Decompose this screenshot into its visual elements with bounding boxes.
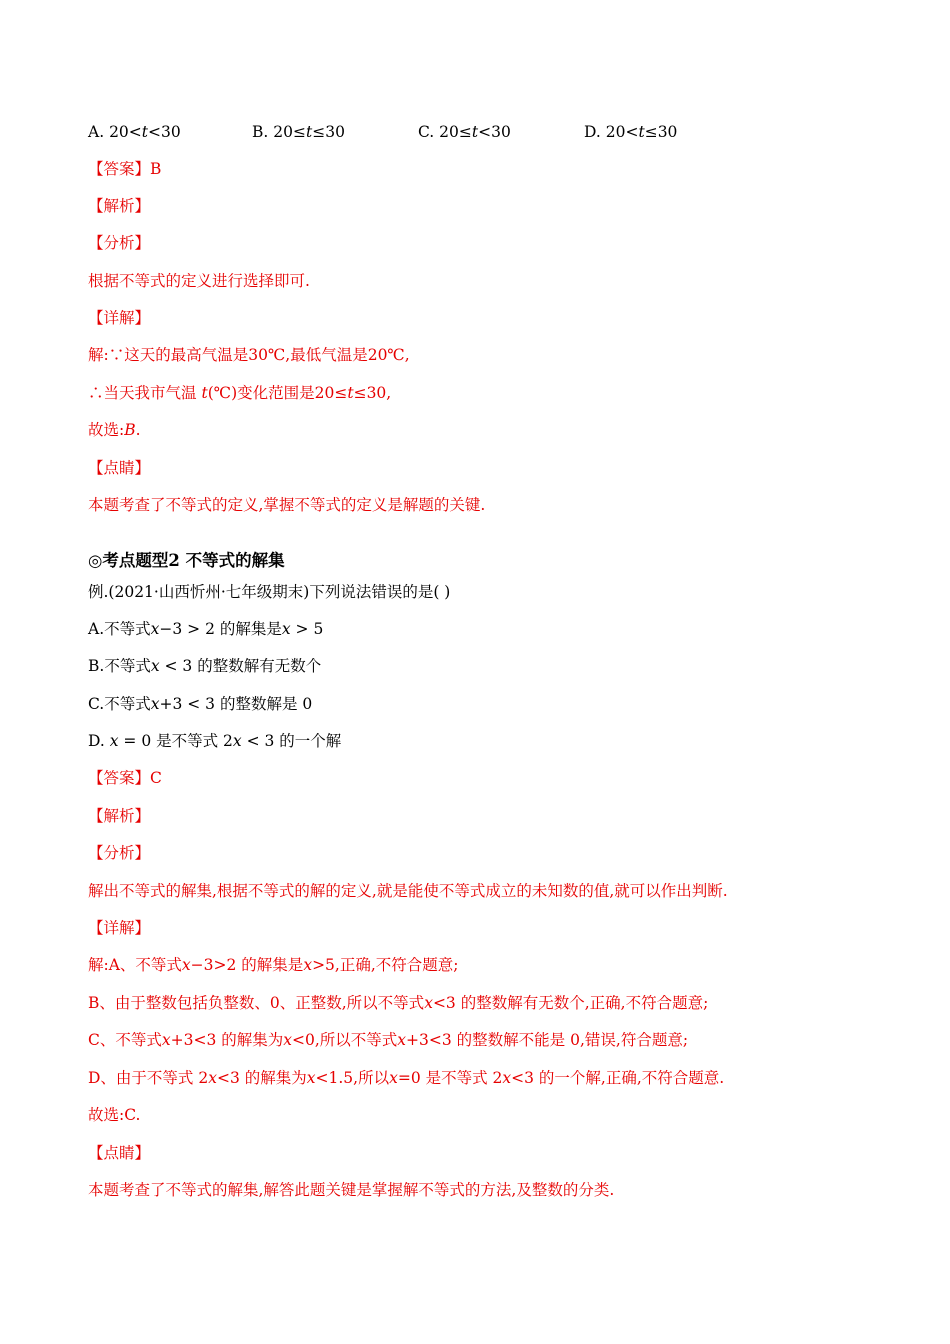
detail2-line-c: C、不等式x+3<3 的解集为x<0,所以不等式x+3<3 的整数解不能是 0,错误,符合题意; — [88, 1031, 689, 1049]
option-d: D. 20<t≤30 — [584, 123, 678, 141]
choose-2: 故选:C. — [88, 1106, 141, 1124]
option-a: A. 20<t<30 — [88, 123, 181, 141]
q2-option-c: C.不等式x+3 < 3 的整数解是 0 — [88, 695, 313, 713]
detail2-line-a: 解:A、不等式x−3>2 的解集是x>5,正确,不符合题意; — [88, 956, 459, 974]
q2-option-b: B.不等式x < 3 的整数解有无数个 — [88, 657, 322, 675]
answer-2: 【答案】C — [88, 769, 162, 787]
detail2-line-b: B、由于整数包括负整数、0、正整数,所以不等式x<3 的整数解有无数个,正确,不符合题意; — [88, 994, 709, 1012]
fenxi-tag-2: 【分析】 — [88, 844, 151, 862]
section-heading: ◎考点题型2 不等式的解集 — [88, 551, 285, 570]
dianjing-text-2: 本题考查了不等式的解集,解答此题关键是掌握解不等式的方法,及整数的分类. — [88, 1181, 615, 1199]
fenxi-tag-1: 【分析】 — [88, 234, 151, 252]
detail-tag-1: 【详解】 — [88, 309, 151, 327]
dianjing-tag-1: 【点睛】 — [88, 459, 151, 477]
analysis-tag-1: 【解析】 — [88, 197, 151, 215]
option-b: B. 20≤t≤30 — [252, 123, 345, 141]
dianjing-text-1: 本题考查了不等式的定义,掌握不等式的定义是解题的关键. — [88, 496, 486, 514]
detail-line-2: ∴当天我市气温 t(℃)变化范围是20≤t≤30, — [88, 384, 392, 402]
question-stem: 例.(2021·山西忻州·七年级期末)下列说法错误的是( ) — [88, 583, 451, 601]
detail-tag-2: 【详解】 — [88, 919, 151, 937]
detail2-line-d: D、由于不等式 2x<3 的解集为x<1.5,所以x=0 是不等式 2x<3 的一个解,正确,不符合题意. — [88, 1069, 725, 1087]
fenxi-text-2: 解出不等式的解集,根据不等式的解的定义,就是能使不等式成立的未知数的值,就可以作出判断. — [88, 882, 728, 900]
q2-option-a: A.不等式x−3 > 2 的解集是x > 5 — [88, 620, 324, 638]
option-c: C. 20≤t<30 — [418, 123, 511, 141]
analysis-tag-2: 【解析】 — [88, 807, 151, 825]
q2-option-d: D. x = 0 是不等式 2x < 3 的一个解 — [88, 732, 342, 750]
dianjing-tag-2: 【点睛】 — [88, 1144, 151, 1162]
detail-line-1: 解:∵这天的最高气温是30℃,最低气温是20℃, — [88, 346, 410, 364]
fenxi-text-1: 根据不等式的定义进行选择即可. — [88, 272, 310, 290]
choose-1: 故选:B. — [88, 421, 141, 439]
answer-1: 【答案】B — [88, 160, 162, 178]
